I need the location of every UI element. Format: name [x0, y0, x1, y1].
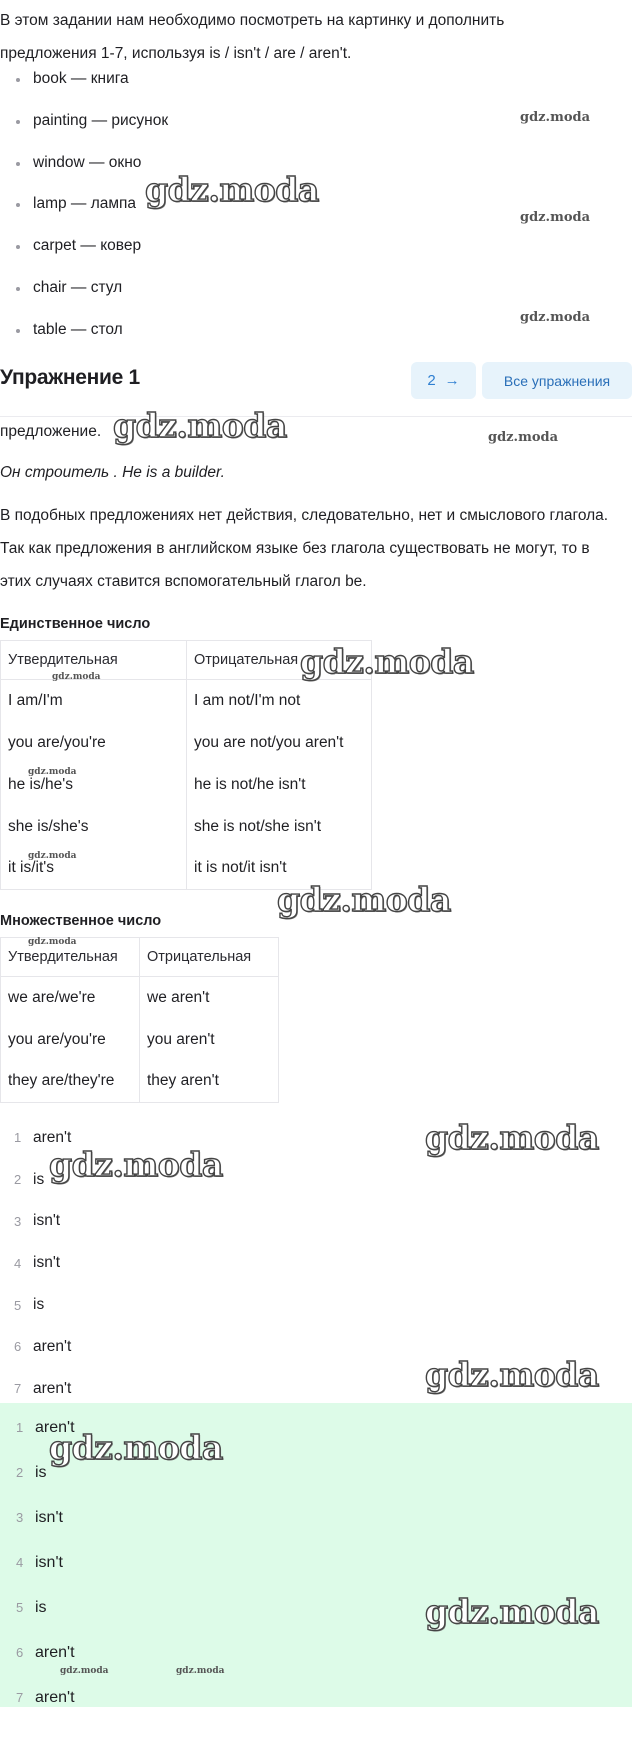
table-cell: he is not/he isn't: [187, 764, 372, 806]
highlighted-answer-list: [0, 1405, 632, 1720]
list-item: [0, 1117, 632, 1159]
answer-number: 2: [14, 1172, 22, 1188]
exercise-title: Упражнение 1: [0, 366, 140, 389]
list-item: [2, 1450, 632, 1495]
answer-number: 4: [14, 1255, 22, 1271]
vocabulary-item: lamp — лампа: [0, 189, 570, 231]
watermark: gdz.moda: [520, 210, 591, 225]
vocabulary-item: window — окно: [0, 148, 570, 190]
answer-text: is: [35, 1463, 47, 1481]
table-cell: he is/he's: [1, 764, 187, 806]
watermark: gdz.moda: [60, 1666, 109, 1676]
watermark: gdz.moda: [520, 110, 591, 125]
vocabulary-item: carpet — ковер: [0, 231, 570, 273]
singular-table: [0, 640, 372, 890]
column-header-negative: Отрицательная: [187, 641, 372, 680]
table-cell: she is not/she isn't: [187, 806, 372, 848]
table-row: [1, 764, 372, 806]
table-cell: it is not/it isn't: [187, 848, 372, 890]
all-exercises-button[interactable]: Все упражнения: [482, 362, 632, 399]
list-item: [0, 1159, 632, 1201]
plural-table: [0, 937, 279, 1103]
table-cell: you are/you're: [1, 1019, 140, 1061]
answer-list: [0, 1117, 632, 1410]
vocabulary-list: [0, 64, 570, 357]
table-row: [1, 1019, 279, 1061]
answer-text: isn't: [35, 1553, 63, 1571]
answer-number: 7: [16, 1690, 24, 1705]
list-item: [2, 1630, 632, 1675]
answer-text: aren't: [35, 1643, 75, 1661]
answer-text: isn't: [35, 1508, 63, 1526]
column-header-affirmative: Утвердительная: [1, 938, 140, 977]
table-cell: they aren't: [140, 1061, 279, 1103]
answer-number: 6: [16, 1645, 24, 1660]
example-sentence: Он строитель . He is a builder.: [0, 464, 225, 481]
table-cell: I am/I'm: [1, 680, 187, 722]
table-cell: you aren't: [140, 1019, 279, 1061]
list-item: [0, 1201, 632, 1243]
watermark: gdz.moda: [28, 851, 77, 861]
list-item: [2, 1405, 632, 1450]
table-cell: they are/they're: [1, 1061, 140, 1103]
table-cell: I am not/I'm not: [187, 680, 372, 722]
answer-number: 3: [16, 1510, 24, 1525]
table-row: [1, 1061, 279, 1103]
answer-number: 5: [14, 1297, 22, 1313]
watermark: gdz.moda: [49, 1145, 223, 1184]
vocabulary-item: book — книга: [0, 64, 570, 106]
answer-text: aren't: [33, 1337, 72, 1355]
table-row: [1, 977, 279, 1019]
table-row: [1, 680, 372, 722]
column-header-negative: Отрицательная: [140, 938, 279, 977]
intro-text: В этом задании нам необходимо посмотреть на картинку и дополнить предложения 1-7, используя is / isn't / are / aren't.: [0, 12, 505, 62]
watermark: gdz.moda: [277, 880, 451, 919]
watermark: gdz.moda: [113, 406, 287, 445]
answer-text: aren't: [35, 1418, 75, 1436]
vocabulary-item: table — стол: [0, 315, 570, 357]
table-cell: we aren't: [140, 977, 279, 1019]
list-item: [0, 1242, 632, 1284]
watermark: gdz.moda: [28, 767, 77, 777]
watermark: gdz.moda: [52, 672, 101, 682]
next-exercise-label: 2: [427, 372, 436, 389]
table-header-row: [1, 641, 372, 680]
answer-number: 6: [14, 1339, 22, 1355]
watermark: gdz.moda: [425, 1355, 599, 1394]
answer-number: 2: [16, 1465, 24, 1480]
list-item: [0, 1326, 632, 1368]
watermark: gdz.moda: [425, 1592, 599, 1631]
list-item: [2, 1495, 632, 1540]
explanation-paragraph: В подобных предложениях нет действия, следовательно, нет и смыслового глагола. Так как предложения в английском языке без глагола существовать не могут, то в этих случаях ставится вспомогательный глагол be.: [0, 507, 609, 590]
answer-text: aren't: [35, 1688, 75, 1706]
answer-number: 3: [14, 1213, 22, 1229]
answer-text: isn't: [33, 1254, 61, 1272]
table-cell: you are/you're: [1, 722, 187, 764]
answer-number: 1: [16, 1420, 24, 1435]
column-header-affirmative: Утвердительная: [1, 641, 187, 680]
answer-text: aren't: [33, 1128, 72, 1146]
table-cell: it is/it's: [1, 848, 187, 890]
answer-text: is: [33, 1170, 45, 1188]
singular-heading: Единственное число: [0, 616, 151, 632]
watermark: gdz.moda: [425, 1118, 599, 1157]
answer-text: is: [33, 1296, 45, 1314]
table-cell: you are not/you aren't: [187, 722, 372, 764]
table-header-row: [1, 938, 279, 977]
table-row: [1, 848, 372, 890]
list-item: [0, 1284, 632, 1326]
list-item: [2, 1540, 632, 1585]
watermark: gdz.moda: [28, 937, 77, 947]
arrow-right-icon: →: [444, 372, 460, 389]
answer-text: aren't: [33, 1379, 72, 1397]
list-item: [2, 1675, 632, 1720]
next-exercise-button[interactable]: [411, 362, 476, 399]
watermark: gdz.moda: [49, 1428, 223, 1467]
table-cell: she is/she's: [1, 806, 187, 848]
answer-number: 5: [16, 1600, 24, 1615]
table-row: [1, 806, 372, 848]
table-cell: we are/we're: [1, 977, 140, 1019]
explanation-fragment: предложение.: [0, 423, 102, 440]
answer-number: 1: [14, 1130, 22, 1146]
watermark: gdz.moda: [176, 1666, 225, 1676]
watermark: gdz.moda: [520, 310, 591, 325]
list-item: [2, 1585, 632, 1630]
watermark: gdz.moda: [300, 642, 474, 681]
answer-text: isn't: [33, 1212, 61, 1230]
watermark: gdz.moda: [145, 170, 319, 209]
vocabulary-item: painting — рисунок: [0, 106, 570, 148]
watermark: gdz.moda: [488, 430, 559, 445]
plural-heading: Множественное число: [0, 913, 162, 929]
answer-text: is: [35, 1598, 47, 1616]
answer-number: 7: [14, 1381, 22, 1397]
table-row: [1, 722, 372, 764]
answer-number: 4: [16, 1555, 24, 1570]
vocabulary-item: chair — стул: [0, 273, 570, 315]
